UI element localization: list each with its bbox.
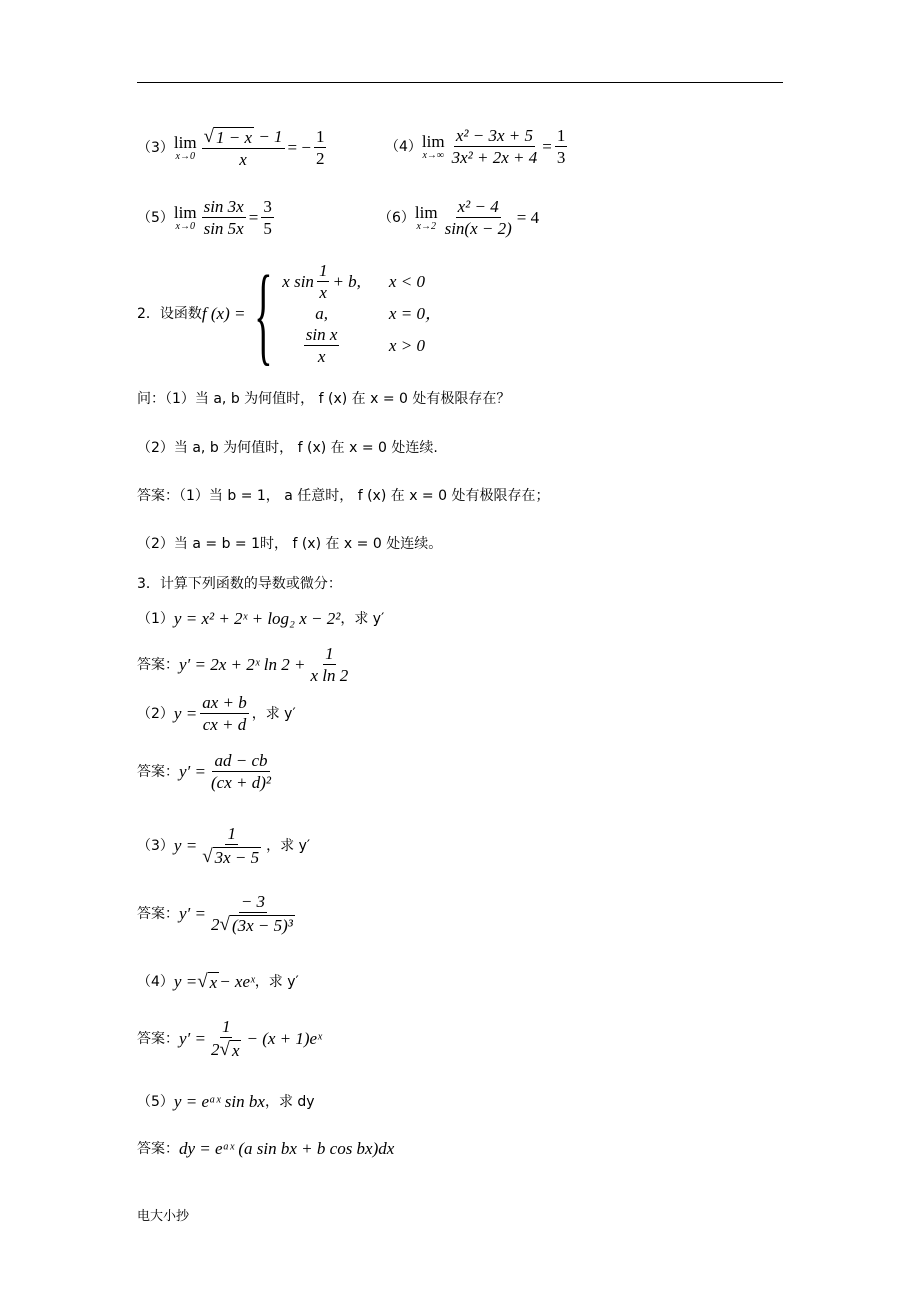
- limit-fraction: $\frac{\text{x² − 4}}{\sin(x - 2)}$: [444, 197, 512, 238]
- question-label: 2．设函数: [137, 305, 202, 322]
- answer-label: 答案：: [137, 656, 179, 673]
- question-2-part-2: （2）当 a, b 为何值时， f (x) 在 x = 0 处连续.: [137, 440, 438, 456]
- problem-3-3: [137, 825, 310, 866]
- derivative-fraction: $\frac{ad - cb}{\text{(cx + d)²}}$: [211, 751, 271, 792]
- limit-5: [137, 198, 277, 237]
- cases-table: [282, 262, 442, 365]
- limit-fraction: $\frac{\text{x² − 3x + 5}}{\text{3x² + 2x + 4}}$: [451, 126, 538, 167]
- item-label: （2）: [137, 705, 174, 722]
- derivative-fraction: $\frac{1}{\text{x ln 2}}$: [310, 644, 349, 685]
- derivative-lhs: y′ =: [179, 1029, 206, 1048]
- ask-text: ，求 y′: [251, 705, 296, 722]
- item-label: （5）: [137, 209, 174, 226]
- result-fraction: $\frac{3}{5}$: [263, 197, 272, 238]
- derivative-fraction: − 3 2 √ (3x − 5)³: [211, 892, 293, 935]
- equals: = 4: [516, 208, 540, 227]
- ask-text: ，求 y′: [254, 973, 299, 990]
- answer-3-2: [137, 752, 276, 791]
- lim-operator: lim x→2: [414, 202, 438, 232]
- answer-label: 答案：: [137, 905, 179, 922]
- equals: = −: [287, 138, 311, 157]
- derivative-lhs: y′ =: [179, 904, 206, 923]
- item-label: （4）: [385, 138, 422, 155]
- case-1-cond: x < 0: [388, 272, 425, 291]
- item-label: （4）: [137, 973, 174, 990]
- result-fraction: $\frac{1}{2}$: [315, 127, 325, 168]
- piecewise-definition: [137, 252, 442, 375]
- item-label: （5）: [137, 1093, 174, 1110]
- function-fraction: $\frac{ax + b}{cx + d}$: [202, 693, 247, 734]
- result-fraction: $\frac{1}{3}$: [556, 126, 566, 167]
- function-fraction: 1 √ 3x − 5: [202, 824, 260, 867]
- ask-text: ，求 y′: [340, 610, 385, 627]
- item-label: （3）: [137, 837, 174, 854]
- equals: =: [248, 208, 259, 227]
- answer-3-4: [137, 1018, 322, 1059]
- lim-operator: lim x→0: [173, 132, 197, 162]
- derivative-rest: − (x + 1)eˣ: [246, 1029, 322, 1048]
- answer-label: 答案：: [137, 1030, 179, 1047]
- problem-3-4: [137, 972, 299, 991]
- answer-3-3: [137, 893, 300, 934]
- function-expr: y = eᵃˣ sin bx: [173, 1092, 265, 1111]
- page-footer: 电大小抄: [137, 1209, 190, 1224]
- item-label: （1）: [137, 610, 174, 627]
- limit-fraction: √ 1 − x − 1 x: [203, 126, 283, 169]
- derivative-lhs: y′ =: [179, 762, 206, 781]
- header-rule: [137, 82, 783, 83]
- ask-text: ，求 y′: [266, 837, 311, 854]
- case-3-expr: $\frac{\text{sin x}}{x}$: [305, 325, 338, 366]
- item-label: （3）: [137, 139, 174, 156]
- function-lhs: y =: [173, 836, 198, 855]
- problem-3-5: [137, 1093, 315, 1110]
- problem-3-2: [137, 694, 296, 733]
- answer-3-1: [137, 645, 353, 684]
- function-lhs: y =: [173, 972, 198, 991]
- limit-6: [378, 198, 539, 237]
- answer-label: 答案：: [137, 763, 179, 780]
- question-2-part-1: 问：（1）当 a, b 为何值时， f (x) 在 x = 0 处有极限存在？: [137, 391, 511, 407]
- differential-expr: dy = eᵃˣ (a sin bx + b cos bx)dx: [179, 1139, 395, 1158]
- case-2-cond: x = 0，: [388, 304, 442, 323]
- answer-label: 答案：: [137, 1140, 179, 1157]
- question-3-title: 3．计算下列函数的导数或微分：: [137, 576, 342, 592]
- case-1-expr: x sin $\frac{1}{x}$ + b,: [282, 261, 361, 302]
- problem-3-1: [137, 610, 384, 627]
- item-label: （6）: [378, 209, 415, 226]
- answer-3-5: [137, 1140, 394, 1157]
- sqrt-term: √ x: [197, 971, 218, 992]
- lim-operator: lim x→∞: [421, 131, 445, 161]
- function-expr: y = x² + 2ˣ + log₂ x − 2²: [173, 609, 341, 628]
- derivative-expr: y′ = 2x + 2ˣ ln 2 +: [179, 655, 306, 674]
- lim-operator: lim x→0: [173, 202, 197, 232]
- limit-3: [137, 127, 329, 168]
- answer-2-part-2: （2）当 a = b = 1时， f (x) 在 x = 0 处连续。: [137, 536, 443, 552]
- derivative-fraction: 1 2 √ x: [211, 1017, 240, 1060]
- answer-2-part-1: 答案：（1）当 b = 1， a 任意时， f (x) 在 x = 0 处有极限存在；: [137, 488, 550, 504]
- function-lhs: y =: [173, 704, 198, 723]
- left-brace: {: [254, 252, 274, 375]
- equals: =: [542, 137, 552, 156]
- limit-4: [385, 127, 570, 166]
- case-3-cond: x > 0: [388, 336, 425, 355]
- limit-fraction: $\frac{\sin 3x}{\sin 5x}$: [203, 197, 244, 238]
- ask-text: ，求 dy: [264, 1093, 315, 1110]
- function-rest: − xeˣ: [219, 972, 255, 991]
- case-2-expr: a,: [315, 304, 328, 323]
- function-name: f (x) =: [201, 304, 246, 323]
